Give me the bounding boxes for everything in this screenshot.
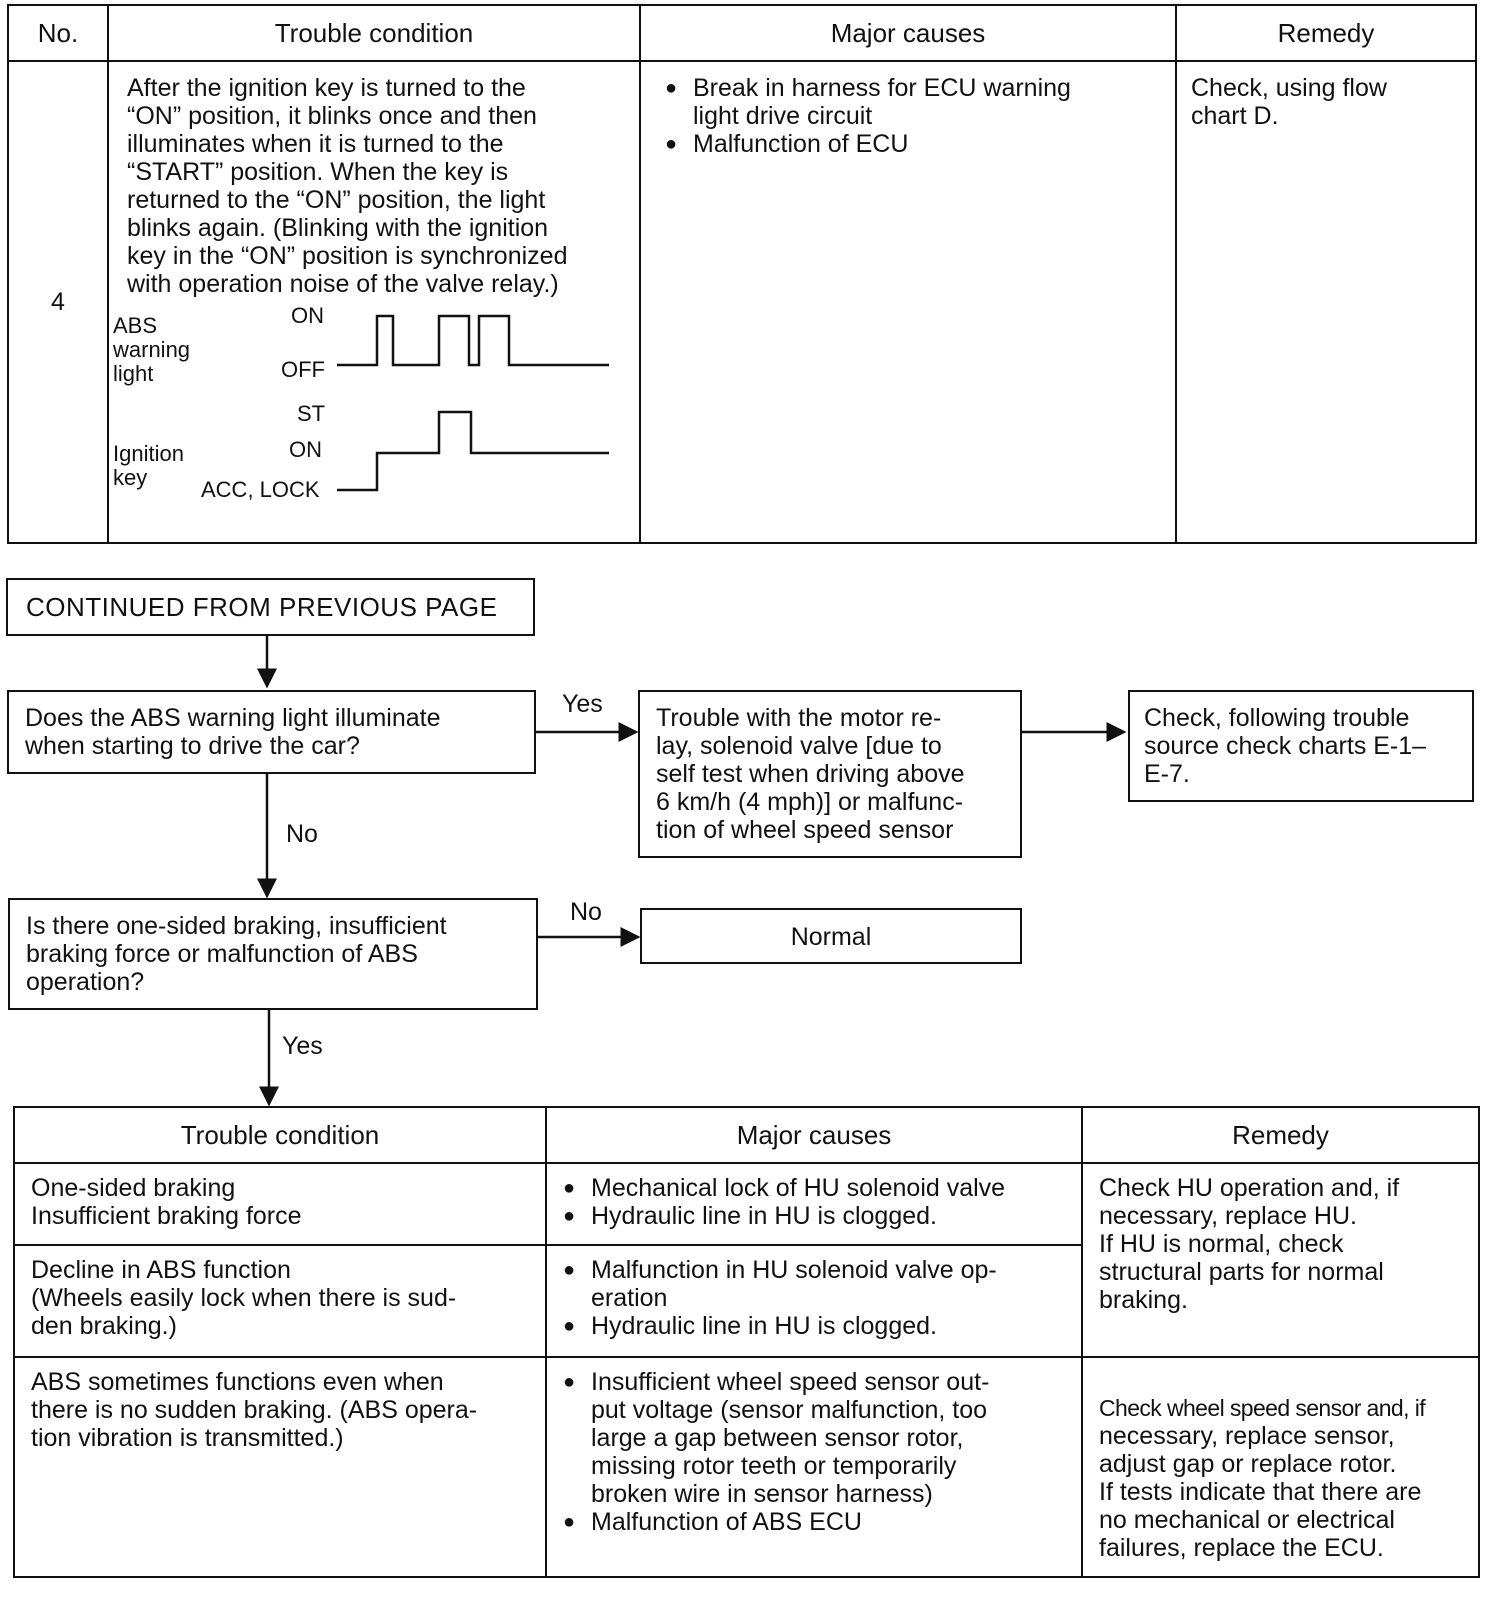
header-trouble-condition: Trouble condition xyxy=(14,1107,546,1163)
trouble-table-bottom xyxy=(13,1106,1480,1578)
cause-item: ● Malfunction in HU solenoid valve op- eration xyxy=(553,1256,1065,1312)
normal-box: Normal xyxy=(640,908,1022,964)
cause-item: ● Malfunction of ABS ECU xyxy=(553,1508,1065,1536)
ignition-key-label: Ignition key xyxy=(113,441,184,490)
question-1-box: Does the ABS warning light illuminate when starting to drive the car? xyxy=(7,690,536,774)
key-st-label: ST xyxy=(297,401,326,426)
question-2-box: Is there one-sided braking, insufficient braking force or malfunction of ABS operation? xyxy=(8,898,538,1010)
q2-yes-label: Yes xyxy=(282,1032,323,1060)
header-major-causes: Major causes xyxy=(546,1107,1082,1163)
q1-yes-label: Yes xyxy=(562,690,603,718)
cause-item: ● Hydraulic line in HU is clogged. xyxy=(553,1312,1065,1340)
major-causes-cell xyxy=(546,1163,1082,1245)
header-remedy: Remedy xyxy=(1176,5,1476,61)
abs-warning-light-label: ABS warning light xyxy=(113,313,191,386)
header-remedy: Remedy xyxy=(1082,1107,1479,1163)
cause-item: ● Hydraulic line in HU is clogged. xyxy=(553,1202,1065,1230)
row-number: 4 xyxy=(8,61,108,543)
key-on-label: ON xyxy=(289,437,322,462)
header-no: No. xyxy=(8,5,108,61)
remedy-cell-hu: Check HU operation and, if necessary, replace HU. If HU is normal, check structural parts for normal braking. xyxy=(1082,1163,1479,1357)
cause-item: ● Insufficient wheel speed sensor out- put voltage (sensor malfunction, too large a gap between sensor rotor, missing rotor teeth or temporarily broken wire in sensor harness) xyxy=(553,1368,1065,1508)
trouble-condition-cell: One-sided braking Insufficient braking force xyxy=(14,1163,546,1245)
continued-from-previous-page: CONTINUED FROM PREVIOUS PAGE xyxy=(6,578,535,636)
trouble-condition-cell: Decline in ABS function (Wheels easily lock when there is sud- den braking.) xyxy=(14,1245,546,1357)
cause-item: ● Break in harness for ECU warning light drive circuit xyxy=(655,74,1161,130)
trouble-condition-text: After the ignition key is turned to the “ON” position, it blinks once and then illuminates when it is turned to the “START” position. When the key is returned to the “ON” position, the light blinks again. (Blinking with the ignition key in the “ON” position is synchronized with operation noise of the valve relay.) xyxy=(127,74,568,298)
check-charts-box: Check, following trouble source check charts E-1– E-7. xyxy=(1128,690,1474,802)
remedy-cell: Check, using flow chart D. xyxy=(1176,61,1476,543)
header-trouble-condition: Trouble condition xyxy=(108,5,640,61)
header-major-causes: Major causes xyxy=(640,5,1176,61)
abs-off-label: OFF xyxy=(281,357,325,382)
cause-item: ● Mechanical lock of HU solenoid valve xyxy=(553,1174,1065,1202)
major-causes-cell xyxy=(546,1245,1082,1357)
cause-item: ● Malfunction of ECU xyxy=(655,130,1161,158)
abs-on-label: ON xyxy=(291,303,324,328)
remedy-cell-sensor: Check wheel speed sensor and, if necessary, replace sensor, adjust gap or replace rotor. If tests indicate that there are no mechanical or electrical failures, replace the ECU. xyxy=(1082,1357,1479,1577)
trouble-condition-cell: ABS sometimes functions even when there is no sudden braking. (ABS opera- tion vibration is transmitted.) xyxy=(14,1357,546,1577)
key-acc-lock-label: ACC, LOCK xyxy=(201,477,320,502)
q2-no-label: No xyxy=(570,898,602,926)
major-causes-cell xyxy=(546,1357,1082,1577)
q1-no-label: No xyxy=(286,820,318,848)
trouble-cause-box: Trouble with the motor re- lay, solenoid valve [due to self test when driving above 6 km/h (4 mph)] or malfunc- tion of wheel speed sensor xyxy=(638,690,1022,858)
